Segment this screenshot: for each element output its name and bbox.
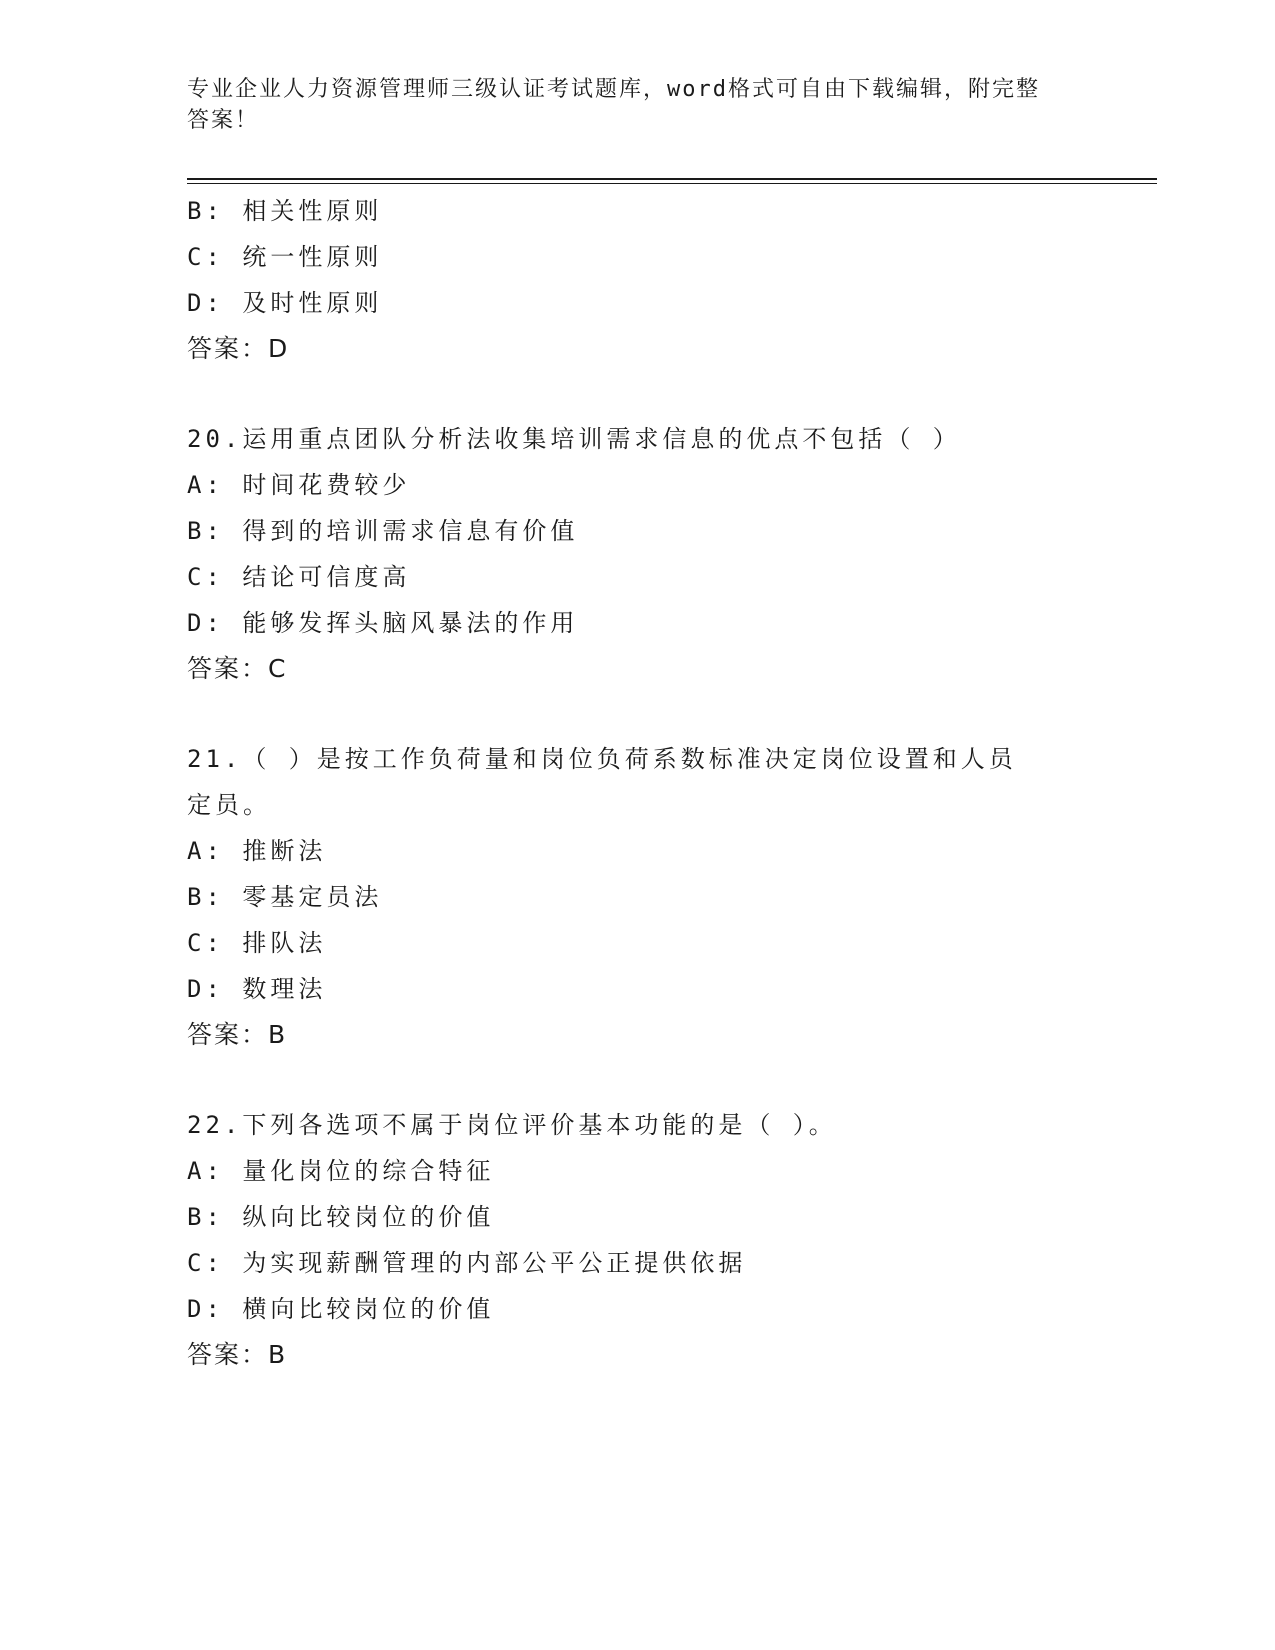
page-header bbox=[187, 74, 1067, 136]
question-21 bbox=[187, 736, 1087, 1058]
option-b: B: 纵向比较岗位的价值 bbox=[187, 1203, 495, 1231]
question-list bbox=[187, 188, 1087, 1378]
option-c: C: 为实现薪酬管理的内部公平公正提供依据 bbox=[187, 1249, 747, 1277]
option-c: C: 结论可信度高 bbox=[187, 563, 411, 591]
option-b: B: 得到的培训需求信息有价值 bbox=[187, 517, 579, 545]
option-a: A: 时间花费较少 bbox=[187, 471, 411, 499]
option-d: D: 能够发挥头脑风暴法的作用 bbox=[187, 609, 579, 637]
answer-line: 答案：B bbox=[187, 1340, 288, 1369]
header-divider-thin bbox=[187, 183, 1157, 184]
header-line-2: 答案！ bbox=[187, 108, 260, 133]
option-b: B: 零基定员法 bbox=[187, 883, 383, 911]
header-line-1: 专业企业人力资源管理师三级认证考试题库，word格式可自由下载编辑，附完整 bbox=[187, 77, 1040, 102]
question-20 bbox=[187, 416, 1087, 692]
option-c: C: 统一性原则 bbox=[187, 243, 383, 271]
question-19-continued bbox=[187, 188, 1087, 372]
question-22 bbox=[187, 1102, 1087, 1378]
option-c: C: 排队法 bbox=[187, 929, 327, 957]
option-a: A: 推断法 bbox=[187, 837, 327, 865]
option-b: B: 相关性原则 bbox=[187, 197, 383, 225]
question-stem: 20.运用重点团队分析法收集培训需求信息的优点不包括（ ） bbox=[187, 425, 961, 453]
question-stem: 22.下列各选项不属于岗位评价基本功能的是（ ）。 bbox=[187, 1111, 837, 1139]
answer-line: 答案：C bbox=[187, 654, 288, 683]
option-d: D: 横向比较岗位的价值 bbox=[187, 1295, 495, 1323]
question-stem-line-2: 定员。 bbox=[187, 791, 271, 819]
header-divider-thick bbox=[187, 178, 1157, 180]
option-d: D: 及时性原则 bbox=[187, 289, 383, 317]
option-a: A: 量化岗位的综合特征 bbox=[187, 1157, 495, 1185]
answer-line: 答案：D bbox=[187, 334, 290, 363]
question-stem-line-1: 21.（ ）是按工作负荷量和岗位负荷系数标准决定岗位设置和人员 bbox=[187, 745, 1017, 773]
answer-line: 答案：B bbox=[187, 1020, 288, 1049]
option-d: D: 数理法 bbox=[187, 975, 327, 1003]
